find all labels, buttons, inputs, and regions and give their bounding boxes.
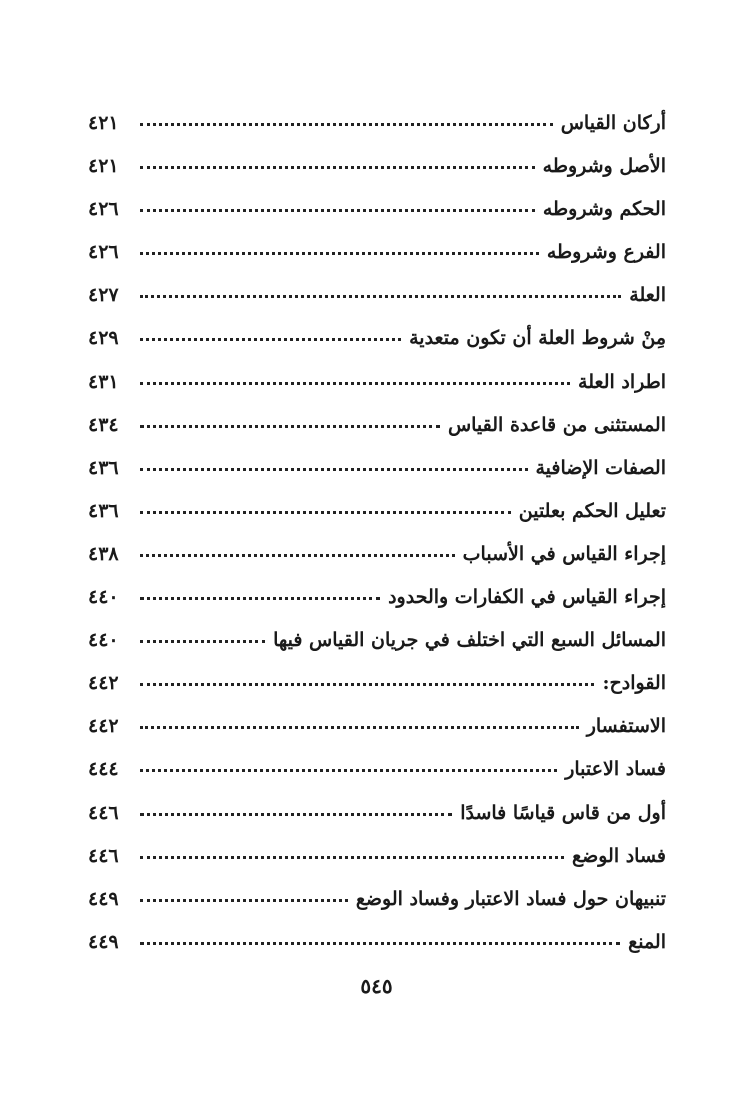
toc-entry xyxy=(88,327,666,370)
toc-entry-title: أركان القياس xyxy=(560,112,666,134)
toc-entry xyxy=(88,672,666,715)
toc-entry-title: الأصل وشروطه xyxy=(542,155,666,178)
toc-entry-title: المنع xyxy=(628,930,666,953)
toc-entry-page: ٤٣٦ xyxy=(88,456,119,479)
toc-entry xyxy=(88,715,666,758)
toc-entry-title: المستثنى من قاعدة القياس xyxy=(447,413,666,436)
table-of-contents xyxy=(88,112,666,974)
toc-entry-page: ٤٤٦ xyxy=(88,801,119,824)
dot-leader xyxy=(140,899,348,902)
toc-entry-title: العلة xyxy=(629,284,666,307)
dot-leader xyxy=(140,942,620,945)
dot-leader xyxy=(140,468,528,471)
dot-leader xyxy=(140,813,452,816)
toc-entry xyxy=(88,112,666,155)
dot-leader xyxy=(140,597,380,600)
toc-entry xyxy=(88,629,666,672)
toc-entry xyxy=(88,155,666,198)
dot-leader xyxy=(140,425,440,428)
toc-entry-title: الحكم وشروطه xyxy=(542,198,666,221)
toc-entry xyxy=(88,414,666,457)
toc-entry xyxy=(88,888,666,931)
toc-entry xyxy=(88,931,666,974)
toc-entry-title: تنبيهان حول فساد الاعتبار وفساد الوضع xyxy=(355,887,666,910)
toc-entry xyxy=(88,802,666,845)
toc-entry-title: القوادح: xyxy=(602,672,666,695)
toc-entry-title: تعليل الحكم بعلتين xyxy=(518,499,666,522)
toc-entry xyxy=(88,758,666,801)
toc-entry-title: مِنْ شروط العلة أن تكون متعدية xyxy=(409,327,666,350)
toc-entry xyxy=(88,284,666,327)
page-number: ٥٤٥ xyxy=(360,974,393,998)
toc-entry-title: أول من قاس قياسًا فاسدًا xyxy=(460,801,666,824)
toc-entry-page: ٤٢٦ xyxy=(88,241,119,264)
toc-entry-title: الفرع وشروطه xyxy=(546,241,666,264)
dot-leader xyxy=(140,166,535,169)
toc-entry xyxy=(88,845,666,888)
dot-leader xyxy=(140,338,401,341)
toc-entry-title: إجراء القياس في الأسباب xyxy=(462,542,666,565)
toc-entry-page: ٤٤٢ xyxy=(88,715,119,738)
dot-leader xyxy=(140,382,570,385)
toc-entry xyxy=(88,500,666,543)
toc-entry-title: فساد الوضع xyxy=(571,844,666,867)
toc-entry-title: الاستفسار xyxy=(586,715,666,738)
toc-entry xyxy=(88,457,666,500)
toc-entry xyxy=(88,241,666,284)
toc-entry-page: ٤٤٩ xyxy=(88,930,119,953)
toc-entry-page: ٤٣٦ xyxy=(88,499,119,522)
toc-entry-page: ٤٢٩ xyxy=(88,327,119,350)
dot-leader xyxy=(140,554,455,557)
toc-entry xyxy=(88,198,666,241)
toc-entry xyxy=(88,586,666,629)
toc-entry-title: الصفات الإضافية xyxy=(535,456,666,479)
toc-entry-page: ٤٤٦ xyxy=(88,844,119,867)
dot-leader xyxy=(140,295,621,298)
toc-entry-page: ٤٤٠ xyxy=(88,586,119,609)
toc-entry-page: ٤٤٠ xyxy=(88,629,119,652)
toc-entry xyxy=(88,371,666,414)
dot-leader xyxy=(140,683,594,686)
toc-entry-title: فساد الاعتبار xyxy=(565,758,666,781)
dot-leader xyxy=(140,640,265,643)
dot-leader xyxy=(140,511,511,514)
toc-entry-page: ٤٤٢ xyxy=(88,672,119,695)
toc-entry-title: إجراء القياس في الكفارات والحدود xyxy=(388,586,666,609)
toc-entry-page: ٤٣٤ xyxy=(88,413,119,436)
toc-entry-page: ٤٢٦ xyxy=(88,198,119,221)
toc-entry-page: ٤٣٨ xyxy=(88,542,119,565)
dot-leader xyxy=(140,252,539,255)
toc-entry-page: ٤٢١ xyxy=(88,112,119,134)
toc-entry-title: اطراد العلة xyxy=(578,370,666,393)
dot-leader xyxy=(140,123,553,126)
dot-leader xyxy=(140,769,557,772)
toc-entry-page: ٤٤٤ xyxy=(88,758,119,781)
toc-entry-page: ٤٢١ xyxy=(88,155,119,178)
toc-entry-page: ٤٢٧ xyxy=(88,284,119,307)
toc-entry-title: المسائل السبع التي اختلف في جريان القياس فيها xyxy=(273,629,666,652)
toc-entry-page: ٤٤٩ xyxy=(88,887,119,910)
toc-entry-page: ٤٣١ xyxy=(88,370,119,393)
dot-leader xyxy=(140,209,535,212)
toc-entry xyxy=(88,543,666,586)
dot-leader xyxy=(140,726,579,729)
dot-leader xyxy=(140,856,564,859)
